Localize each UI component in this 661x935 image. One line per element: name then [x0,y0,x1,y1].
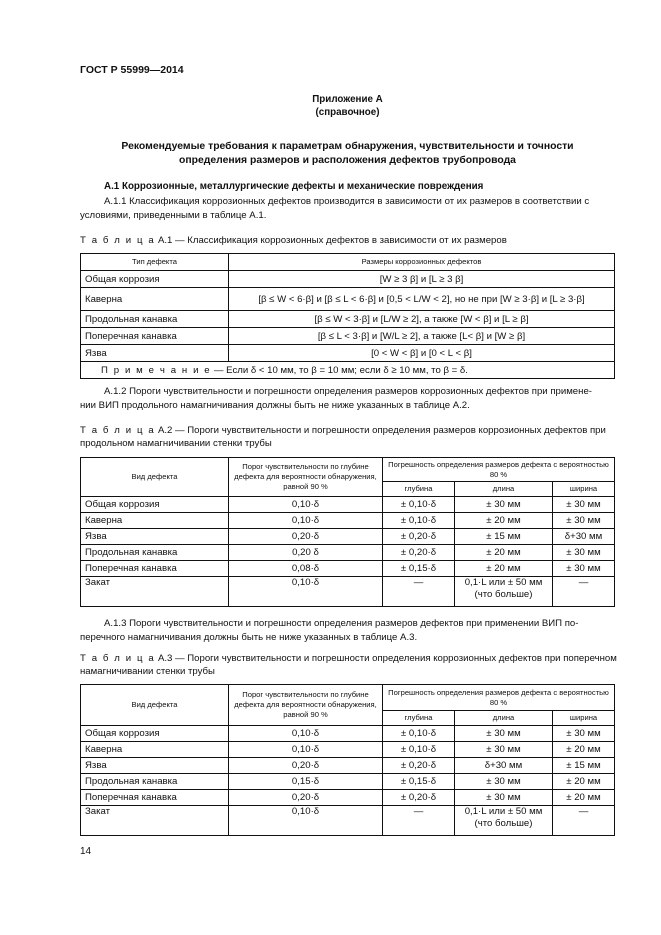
table-a2-width-cell: — [553,577,615,607]
table-a3-header-length: длина [455,711,553,726]
table-a3-width-cell: ± 20 мм [553,742,615,758]
table-a1-type-cell: Каверна [81,288,229,311]
table-a3-length-cell: ± 30 мм [455,742,553,758]
table-a3-header-width: ширина [553,711,615,726]
appendix-heading-line2: определения размеров и расположения дефектов трубопровода [179,155,516,166]
appendix-subtitle: (справочное) [315,107,380,118]
table-a2-width-cell: ± 30 мм [553,513,615,529]
table-a2-caption-line2: продольном намагничивании стенки трубы [80,438,272,449]
table-a2-type-cell: Поперечная канавка [81,561,229,577]
table-row [81,345,615,362]
table-row [81,328,615,345]
table-a1-caption [80,235,507,246]
table-a3-threshold-cell: 0,20·δ [229,790,383,806]
table-a1-type-cell: Поперечная канавка [81,328,229,345]
table-a2-width-cell: ± 30 мм [553,497,615,513]
table-a2-depth-cell: — [383,577,455,607]
table-a2-width-cell: ± 30 мм [553,561,615,577]
table-a2-header-width: ширина [553,482,615,497]
table-a2-length-cell: ± 15 мм [455,529,553,545]
table-a3-depth-cell: — [383,806,455,836]
para-a13-line1: А.1.3 Пороги чувствительности и погрешности определения размеров дефектов при применении ВИП по- [104,618,579,629]
table-a3-caption-line2: намагничивании стенки трубы [80,666,215,677]
table-a2-header-type: Вид дефекта [81,458,229,497]
table-a2-depth-cell: ± 0,15·δ [383,561,455,577]
table-a3-depth-cell: ± 0,10·δ [383,742,455,758]
appendix-title: Приложение А [312,94,383,105]
table-a2-depth-cell: ± 0,10·δ [383,513,455,529]
table-a3-length-cell: δ+30 мм [455,758,553,774]
table-row [81,806,615,836]
table-a2-threshold-cell: 0,10·δ [229,513,383,529]
table-a3-length-cell: ± 30 мм [455,790,553,806]
page-number: 14 [80,846,92,857]
table-a2-threshold-cell: 0,10·δ [229,577,383,607]
table-a2-header-row [81,458,615,482]
table-a1 [80,253,615,379]
table-a3-type-cell: Продольная канавка [81,774,229,790]
table-a3-header-type: Вид дефекта [81,685,229,726]
table-a3-depth-cell: ± 0,15·δ [383,774,455,790]
table-a1-header-row [81,254,615,271]
table-a3-threshold-cell: 0,10·δ [229,806,383,836]
table-a3-header-threshold: Порог чувствительности по глубине дефекта для вероятности обнаружения, равной 90 % [229,685,383,726]
table-a3-type-cell: Закат [81,806,229,836]
table-a3-depth-cell: ± 0,20·δ [383,758,455,774]
table-a2-length-cell: ± 30 мм [455,497,553,513]
table-row [81,288,615,311]
table-a3-length-cell: ± 30 мм [455,726,553,742]
table-a2-type-cell: Каверна [81,513,229,529]
table-a2-caption-text: А.2 — Пороги чувствительности и погрешности определения размеров коррозионных дефектов при [155,425,606,436]
table-row [81,311,615,328]
table-a1-type-cell: Продольная канавка [81,311,229,328]
table-a3-type-cell: Каверна [81,742,229,758]
table-a3-length-cell: ± 30 мм [455,774,553,790]
table-a3-type-cell: Язва [81,758,229,774]
table-a2-depth-cell: ± 0,10·δ [383,497,455,513]
table-a3-width-cell: ± 15 мм [553,758,615,774]
table-a3-depth-cell: ± 0,20·δ [383,790,455,806]
table-a2-caption-line1 [80,425,606,436]
table-a1-header-size: Размеры коррозионных дефектов [229,254,615,271]
table-a2-threshold-cell: 0,10·δ [229,497,383,513]
para-a12-line2: нии ВИП продольного намагничивания должны быть не ниже указанных в таблице А.2. [80,400,470,411]
table-row [81,561,615,577]
table-row [81,545,615,561]
para-a11-line2: условиями, приведенными в таблице А.1. [80,210,267,221]
table-row [81,726,615,742]
table-a1-size-cell: [W ≥ 3 β] и [L ≥ 3 β] [229,271,615,288]
table-a3-type-cell: Общая коррозия [81,726,229,742]
table-a1-header-type: Тип дефекта [81,254,229,271]
table-a1-size-cell: [0 < W < β] и [0 < L < β] [229,345,615,362]
para-a13-line2: перечного намагничивания должны быть не ниже указанных в таблице А.3. [80,632,418,643]
appendix-heading-line1: Рекомендуемые требования к параметрам обнаружения, чувствительности и точности [121,141,574,152]
table-a2-caption-label: Т а б л и ц а [80,425,156,436]
table-a2-depth-cell: ± 0,20·δ [383,545,455,561]
table-a1-note [81,362,615,379]
table-a3-header-row [81,685,615,711]
table-a3-width-cell: — [553,806,615,836]
table-row [81,271,615,288]
table-row [81,790,615,806]
table-a1-caption-label: Т а б л и ц а [80,235,156,246]
para-a11-line1: А.1.1 Классификация коррозионных дефектов производится в зависимости от их размеров в соответствии с [104,196,590,207]
table-a3-caption-line1 [80,653,617,664]
table-a3-threshold-cell: 0,20·δ [229,758,383,774]
table-a3-depth-cell: ± 0,10·δ [383,726,455,742]
table-row [81,758,615,774]
table-a3-caption-text: А.3 — Пороги чувствительности и погрешности определения коррозионных дефектов при поперечном [155,653,617,664]
table-a1-size-cell: [β ≤ L < 3·β] и [W/L ≥ 2], а также [L< β] и [W ≥ β] [229,328,615,345]
table-a1-note-text: — Если δ < 10 мм, то β = 10 мм; если δ ≥ 10 мм, то β = δ. [211,364,468,376]
table-a2-threshold-cell: 0,20 δ [229,545,383,561]
table-a3-width-cell: ± 20 мм [553,790,615,806]
table-row [81,774,615,790]
table-a2-width-cell: δ+30 мм [553,529,615,545]
table-a3 [80,684,615,836]
table-a2-type-cell: Продольная канавка [81,545,229,561]
table-a3-type-cell: Поперечная канавка [81,790,229,806]
table-a3-caption-label: Т а б л и ц а [80,653,156,664]
table-a2-type-cell: Общая коррозия [81,497,229,513]
para-a12-line1: А.1.2 Пороги чувствительности и погрешности определения размеров коррозионных дефектов при примене- [104,386,592,397]
table-a2-width-cell: ± 30 мм [553,545,615,561]
table-a3-length-cell: 0,1·L или ± 50 мм (что больше) [455,806,553,836]
section-a1-heading: А.1 Коррозионные, металлургические дефекты и механические повреждения [104,181,484,192]
table-a2-length-cell: ± 20 мм [455,545,553,561]
table-a3-threshold-cell: 0,15·δ [229,774,383,790]
table-a2-header-length: длина [455,482,553,497]
table-a2-length-cell: ± 20 мм [455,513,553,529]
table-a3-threshold-cell: 0,10·δ [229,742,383,758]
table-a1-note-row [81,362,615,379]
table-row [81,529,615,545]
doc-id: ГОСТ Р 55999—2014 [80,64,184,76]
table-a1-caption-text: А.1 — Классификация коррозионных дефектов в зависимости от их размеров [155,235,507,246]
table-a3-threshold-cell: 0,10·δ [229,726,383,742]
table-row [81,513,615,529]
table-a2-type-cell: Язва [81,529,229,545]
table-a2-header-error: Погрешность определения размеров дефекта с вероятностью 80 % [383,458,615,482]
table-row [81,742,615,758]
table-a1-type-cell: Общая коррозия [81,271,229,288]
table-a3-header-error: Погрешность определения размеров дефекта с вероятностью 80 % [383,685,615,711]
table-a2 [80,457,615,607]
table-a3-width-cell: ± 20 мм [553,774,615,790]
table-a2-depth-cell: ± 0,20·δ [383,529,455,545]
table-a1-type-cell: Язва [81,345,229,362]
table-a2-type-cell: Закат [81,577,229,607]
table-a2-header-depth: глубина [383,482,455,497]
table-a2-threshold-cell: 0,20·δ [229,529,383,545]
table-row [81,497,615,513]
table-a1-size-cell: [β ≤ W < 3·β] и [L/W ≥ 2], а также [W < β] и [L ≥ β] [229,311,615,328]
table-a1-note-label: П р и м е ч а н и е [101,364,212,376]
table-a2-length-cell: ± 20 мм [455,561,553,577]
table-a2-length-cell: 0,1·L или ± 50 мм (что больше) [455,577,553,607]
table-a2-threshold-cell: 0,08·δ [229,561,383,577]
table-row [81,577,615,607]
table-a3-width-cell: ± 30 мм [553,726,615,742]
table-a2-header-threshold: Порог чувствительности по глубине дефекта для вероятности обнаружения, равной 90 % [229,458,383,497]
table-a3-header-depth: глубина [383,711,455,726]
table-a1-size-cell: [β ≤ W < 6·β] и [β ≤ L < 6·β] и [0,5 < L/W < 2], но не при [W ≥ 3·β] и [L ≥ 3·β] [229,288,615,311]
